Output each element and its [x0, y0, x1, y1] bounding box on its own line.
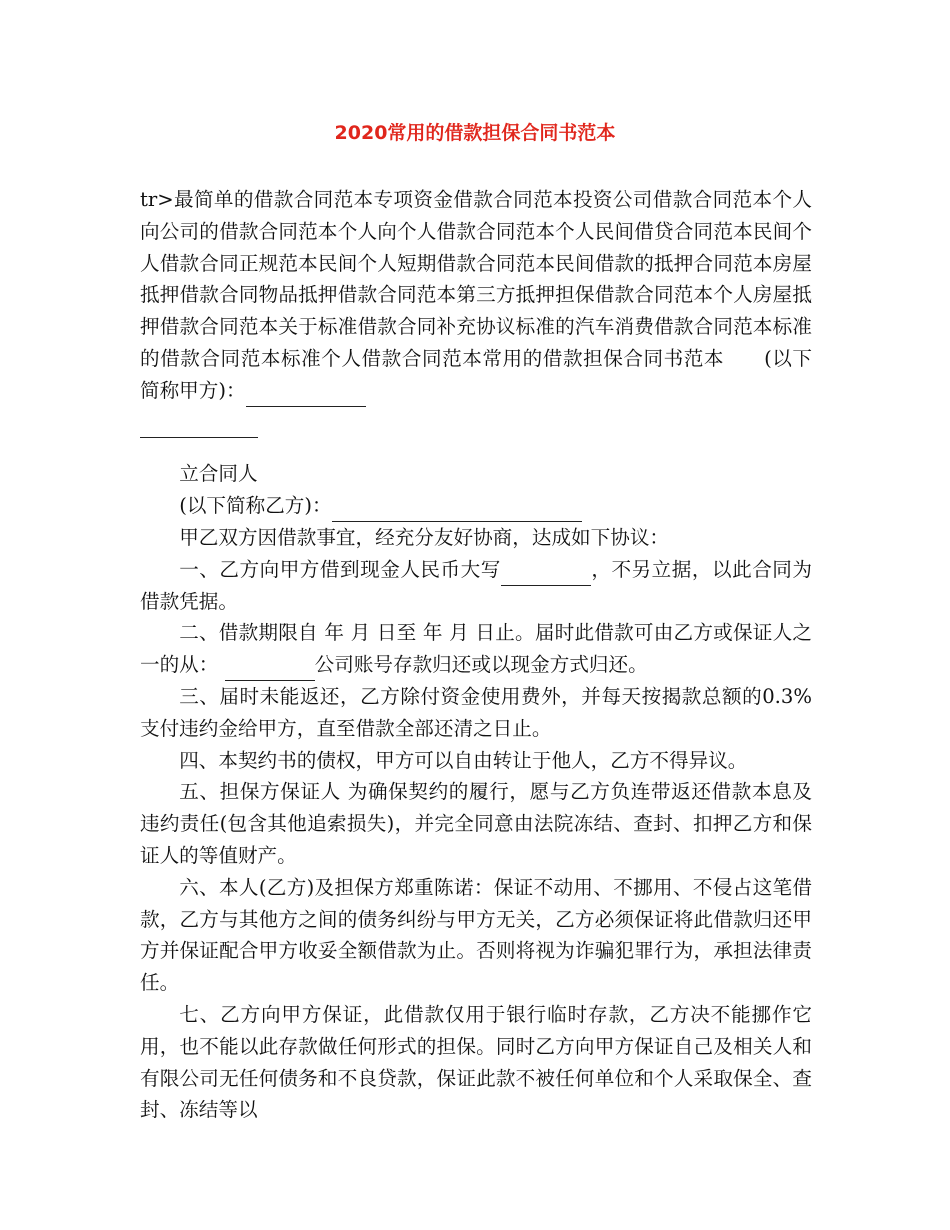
document-title: 2020常用的借款担保合同书范本 — [334, 122, 616, 144]
clause-2 — [140, 617, 812, 681]
clause-2-start: 二、借款期限自 年 月 日至 年 月 日止。届时此借款可由乙方或保证人之一的从： — [140, 621, 812, 677]
clause-3: 三、届时未能返还，乙方除付资金使用费外，并每天按揭款总额的0.3%支付违约金给甲方，直至借款全部还清之日止。 — [140, 684, 812, 740]
party-a-blank — [246, 385, 366, 407]
clause-1 — [140, 554, 812, 618]
clause-1-amount-blank — [501, 564, 591, 586]
intro-paragraph — [140, 184, 812, 438]
section-gap — [140, 438, 812, 458]
clause-7: 七、乙方向甲方保证，此借款仅用于银行临时存款，乙方决不能挪作它用，也不能以此存款做任何形式的担保。同时乙方向甲方保证自己及相关人和 有限公司无任何债务和不良贷款，保证此款不被任何单位和个人采取保全、查封、冻结等以 — [140, 1002, 812, 1122]
clause-5: 五、担保方保证人 为确保契约的履行，愿与乙方负连带返还借款本息及违约责任(包含其他追索损失)，并完全同意由法院冻结、查封、扣押乙方和保证人的等值财产。 — [140, 780, 812, 867]
clause-6: 六、本人(乙方)及担保方郑重陈诺：保证不动用、不挪用、不侵占这笔借款，乙方与其他方之间的债务纠纷与甲方无关，乙方必须保证将此借款归还甲方并保证配合甲方收妥全额借款为止。否则将视为诈骗犯罪行为，承担法律责任。 — [140, 875, 812, 995]
clause-2-company-blank — [225, 659, 315, 681]
clause-1-start: 一、乙方向甲方借到现金人民币大写 — [179, 557, 501, 581]
party-a-blank-continued — [140, 417, 258, 439]
preamble-paragraph: 甲乙双方因借款事宜，经充分友好协商，达成如下协议： — [179, 525, 670, 549]
signatory-label: 立合同人 — [179, 462, 258, 486]
signatory-line — [140, 458, 812, 490]
intro-text: tr>最简单的借款合同范本专项资金借款合同范本投资公司借款合同范本个人向公司的借款合同范本个人向个人借款合同范本个人民间借贷合同范本民间个人借款合同正规范本民间个人短期借款合同范本民间借款的抵押合同范本房屋抵押借款合同物品抵押借款合同范本第三方抵押担保借款合同范本个人房屋抵押借款合同范本关于标准借款合同补充协议标准的汽车消费借款合同范本标准的借款合同范本标准个人借款合同范本常用的借款担保合同书范本 — [140, 188, 812, 370]
clause-4: 四、本契约书的债权，甲方可以自由转让于他人，乙方不得异议。 — [179, 748, 748, 772]
clause-1-end: ，不另立据，以此合同为借款凭据。 — [140, 557, 813, 613]
document-body — [140, 184, 812, 1126]
party-b-blank — [332, 500, 582, 522]
clause-2-end: 公司账号存款归还或以现金方式归还。 — [314, 653, 648, 677]
party-a-label: (以下简称甲方)： — [140, 346, 812, 402]
party-b-line — [140, 490, 812, 522]
party-b-label: (以下简称乙方)： — [179, 494, 332, 518]
